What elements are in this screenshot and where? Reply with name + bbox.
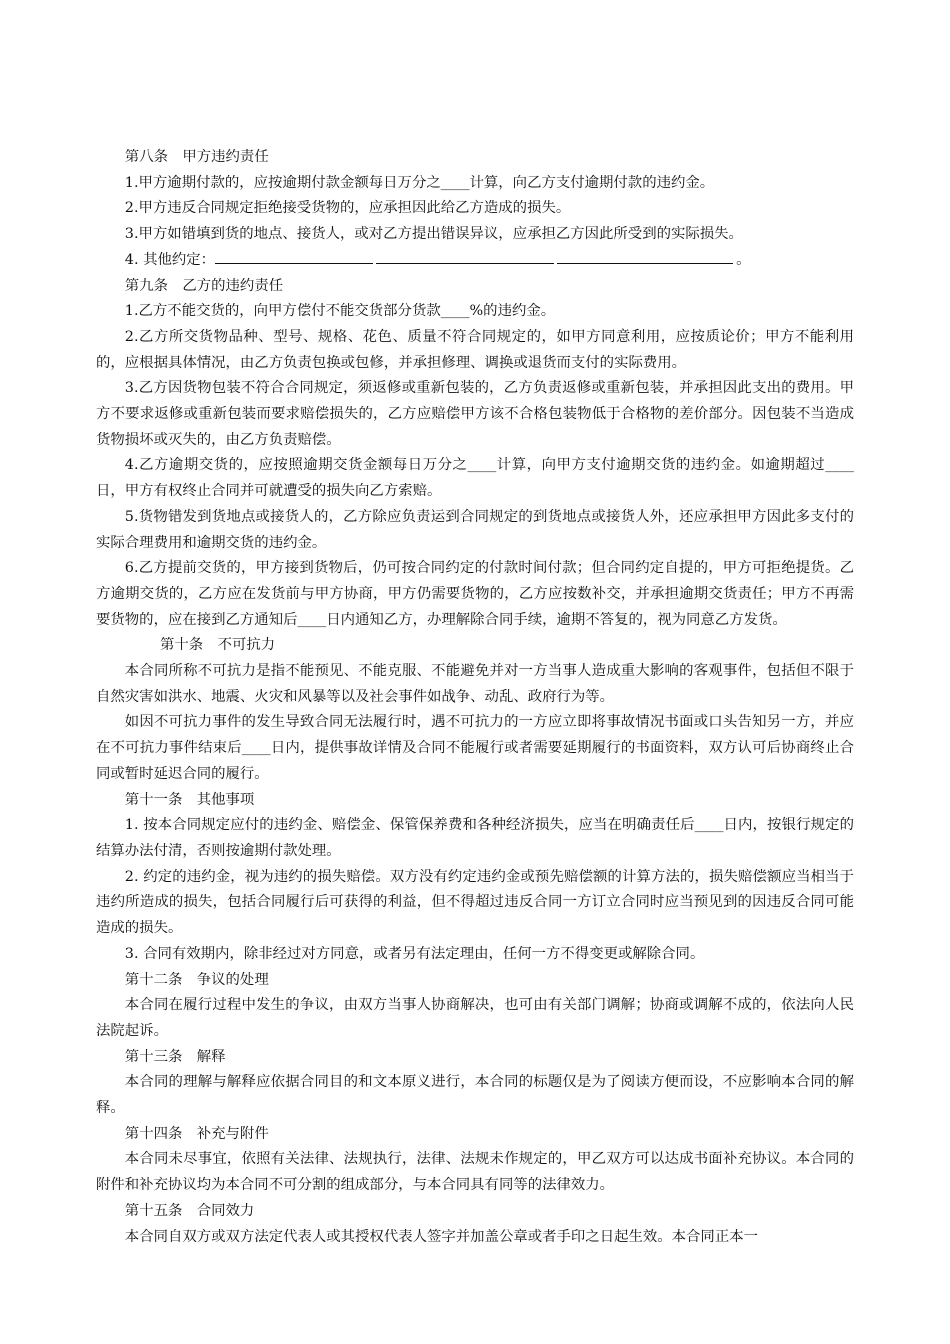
article-13-para-1: 本合同的理解与解释应依据合同目的和文本原义进行，本合同的标题仅是为了阅读方便而设，不应影响本合同的解释。 <box>96 1074 854 1117</box>
article-8-clause-2: 2.甲方违反合同规定拒绝接受货物的，应承担因此给乙方造成的损失。 <box>124 200 571 217</box>
blank-line <box>376 249 554 264</box>
article-12-para-1: 本合同在履行过程中发生的争议，由双方当事人协商解决，也可由有关部门调解；协商或调解不成的，依法向人民法院起诉。 <box>96 997 854 1039</box>
contract-body <box>96 145 854 1250</box>
article-8-title: 第八条 甲方违约责任 <box>124 149 269 165</box>
article-11-clause-3: 3. 合同有效期内，除非经过对方同意，或者另有法定理由，任何一方不得变更或解除合同。 <box>124 945 705 962</box>
article-14-title: 第十四条 补充与附件 <box>124 1125 269 1142</box>
article-15-title: 第十五条 合同效力 <box>124 1202 255 1219</box>
article-9-clause-3: 3.乙方因货物包装不符合合同规定，须返修或重新包装的，乙方负责返修或重新包装，并承担因此支出的费用。甲方不要求返修或重新包装而要求赔偿损失的，乙方应赔偿甲方该不合格包装物低于合格物的差价部分。因包装不当造成货物损坏或灭失的，由乙方负责赔偿。 <box>96 380 854 448</box>
article-14-para-1: 本合同未尽事宜，依照有关法律、法规执行，法律、法规未作规定的，甲乙双方可以达成书面补充协议。本合同的附件和补充协议均为本合同不可分割的组成部分，与本合同具有同等的法律效力。 <box>96 1151 854 1194</box>
article-11-clause-1: 1. 按本合同规定应付的违约金、赔偿金、保管保养费和各种经济损失，应当在明确责任后____日内，按银行规定的结算办法付清，否则按逾期付款处理。 <box>96 817 854 859</box>
article-10-para-1: 本合同所称不可抗力是指不能预见、不能克服、不能避免并对一方当事人造成重大影响的客观事件，包括但不限于自然灾害如洪水、地震、火灾和风暴等以及社会事件如战争、动乱、政府行为等。 <box>96 663 854 705</box>
article-9-clause-1: 1.乙方不能交货的，向甲方偿付不能交货部分货款____%的违约金。 <box>124 303 556 320</box>
article-9-clause-2: 2.乙方所交货物品种、型号、规格、花色、质量不符合同规定的，如甲方同意利用，应按质论价；甲方不能利用的，应根据具体情况，由乙方负责包换或包修，并承担修理、调换或退货而支付的实际费用。 <box>96 328 854 371</box>
article-8-clause-1: 1.甲方逾期付款的，应按逾期付款金额每日万分之____计算，向乙方支付逾期付款的违约金。 <box>124 174 715 191</box>
article-9-clause-4: 4.乙方逾期交货的，应按照逾期交货金额每日万分之____计算，向甲方支付逾期交货的违约金。如逾期超过____日，甲方有权终止合同并可就遭受的损失向乙方索赔。 <box>96 457 854 500</box>
article-10-para-2: 如因不可抗力事件的发生导致合同无法履行时，遇不可抗力的一方应立即将事故情况书面或口头告知另一方，并应在不可抗力事件结束后____日内，提供事故详情及合同不能履行或者需要延期履行的书面资料，双方认可后协商终止合同或暂时延迟合同的履行。 <box>96 714 854 782</box>
article-15-para-1: 本合同自双方或双方法定代表人或其授权代表人签字并加盖公章或者手印之日起生效。本合同正本一 <box>124 1228 758 1245</box>
article-10-title: 第十条 不可抗力 <box>160 637 276 654</box>
blank-line <box>215 249 373 264</box>
article-8-clause-4 <box>96 248 854 274</box>
article-9-title: 第九条 乙方的违约责任 <box>124 277 284 294</box>
article-8-clause-3: 3.甲方如错填到货的地点、接货人，或对乙方提出错误异议，应承担乙方因此所受到的实际损失。 <box>124 226 743 243</box>
clause-4-end: 。 <box>736 251 751 268</box>
article-12-title: 第十二条 争议的处理 <box>124 971 269 988</box>
article-11-clause-2: 2. 约定的违约金，视为违约的损失赔偿。双方没有约定违约金或预先赔偿额的计算方法的，损失赔偿额应当相当于违约所造成的损失，包括合同履行后可获得的利益，但不得超过违反合同一方订立合同时应当预见到的因违反合同可能造成的损失。 <box>96 868 854 937</box>
article-9-clause-5: 5.货物错发到货地点或接货人的，乙方除应负责运到合同规定的到货地点或接货人外，还应承担甲方因此多支付的实际合理费用和逾期交货的违约金。 <box>96 508 854 551</box>
article-13-title: 第十三条 解释 <box>124 1048 226 1065</box>
article-11-title: 第十一条 其他事项 <box>124 791 255 808</box>
blank-line <box>557 249 733 264</box>
article-9-clause-6: 6.乙方提前交货的，甲方接到货物后，仍可按合同约定的付款时间付款；但合同约定自提的，甲方可拒绝提货。乙方逾期交货的，乙方应在发货前与甲方协商，甲方仍需要货物的，乙方应按数补交，并承担逾期交货责任；甲方不再需要货物的，应在接到乙方通知后____日内通知乙方，办理解除合同手续，逾期不答复的，视为同意乙方发货。 <box>96 560 854 628</box>
clause-4-label: 4. 其他约定： <box>124 251 216 268</box>
